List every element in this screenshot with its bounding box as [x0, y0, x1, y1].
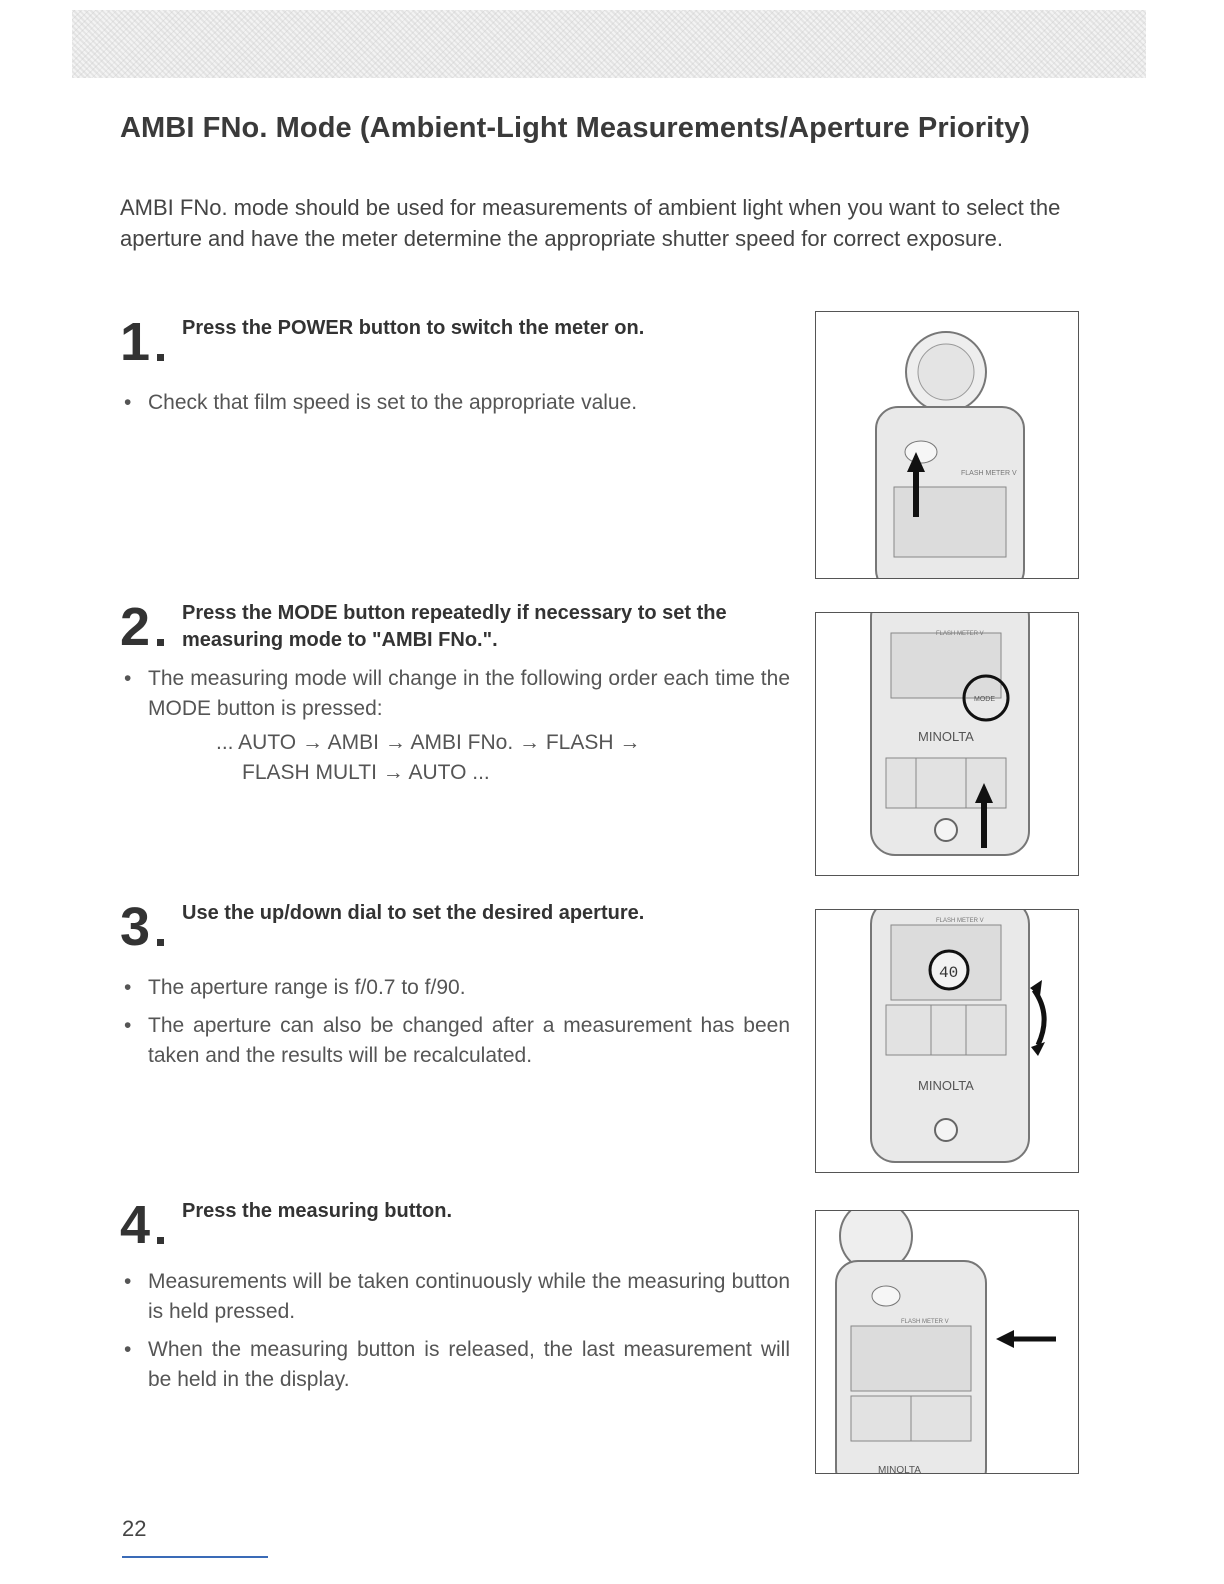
meter-label: FLASH METER V [961, 470, 1017, 477]
brand-logo: MINOLTA [878, 1465, 921, 1473]
step-number: 4 [120, 1195, 151, 1255]
meter-illustration-power [815, 311, 1079, 579]
bullet-list [120, 973, 790, 1071]
bullet-item: • The measuring mode will change in the following order each time the MODE button is pressed: [120, 664, 790, 724]
page-title: AMBI FNo. Mode (Ambient-Light Measurements/Aperture Priority) [120, 112, 1030, 144]
display-value: 40 [939, 964, 959, 982]
step-title: Press the POWER button to switch the meter on. [182, 317, 645, 339]
bullet-item: • Measurements will be taken continuously while the measuring button is held pressed. [120, 1267, 790, 1327]
step-3 [120, 897, 790, 1071]
meter-label: FLASH METER V [901, 1319, 949, 1325]
step-4 [120, 1195, 790, 1395]
header-banner [72, 10, 1146, 78]
bullet-item: • Check that film speed is set to the appropriate value. [120, 388, 790, 418]
step-title: Press the measuring button. [182, 1200, 453, 1222]
page-number: 22 [122, 1516, 147, 1541]
step-title: Press the MODE button repeatedly if necessary to set the measuring mode to "AMBI FNo.". [182, 602, 727, 651]
mode-sequence [216, 728, 790, 788]
brand-logo: MINOLTA [918, 729, 974, 744]
meter-label: FLASH METER V [936, 918, 984, 924]
step-number: 3 [120, 897, 151, 957]
meter-illustration-mode [815, 612, 1079, 876]
meter-label: FLASH METER V [936, 631, 984, 637]
meter-illustration-dial [815, 909, 1079, 1173]
step-2 [120, 597, 790, 788]
footer-rule [122, 1556, 268, 1558]
step-number: 2 [120, 597, 151, 657]
bullet-list [120, 388, 790, 418]
meter-illustration-measure [815, 1210, 1079, 1474]
bullet-list [120, 1267, 790, 1395]
bullet-item: • The aperture can also be changed after a measurement has been taken and the results will be recalculated. [120, 1011, 790, 1071]
intro-paragraph: AMBI FNo. mode should be used for measurements of ambient light when you want to select the aperture and have the meter determine the appropriate shutter speed for correct exposure. [120, 195, 1061, 251]
sequence-line: FLASH MULTI → AUTO ... [242, 761, 490, 784]
mode-label: MODE [974, 696, 995, 703]
bullet-item: • The aperture range is f/0.7 to f/90. [120, 973, 790, 1003]
brand-logo: MINOLTA [918, 1078, 974, 1093]
step-title: Use the up/down dial to set the desired aperture. [182, 902, 645, 924]
sequence-line: ... AUTO → AMBI → AMBI FNo. → FLASH → [216, 731, 641, 754]
bullet-item: • When the measuring button is released, the last measurement will be held in the display. [120, 1335, 790, 1395]
bullet-list [120, 664, 790, 724]
step-number: 1 [120, 312, 151, 372]
step-1 [120, 312, 790, 418]
